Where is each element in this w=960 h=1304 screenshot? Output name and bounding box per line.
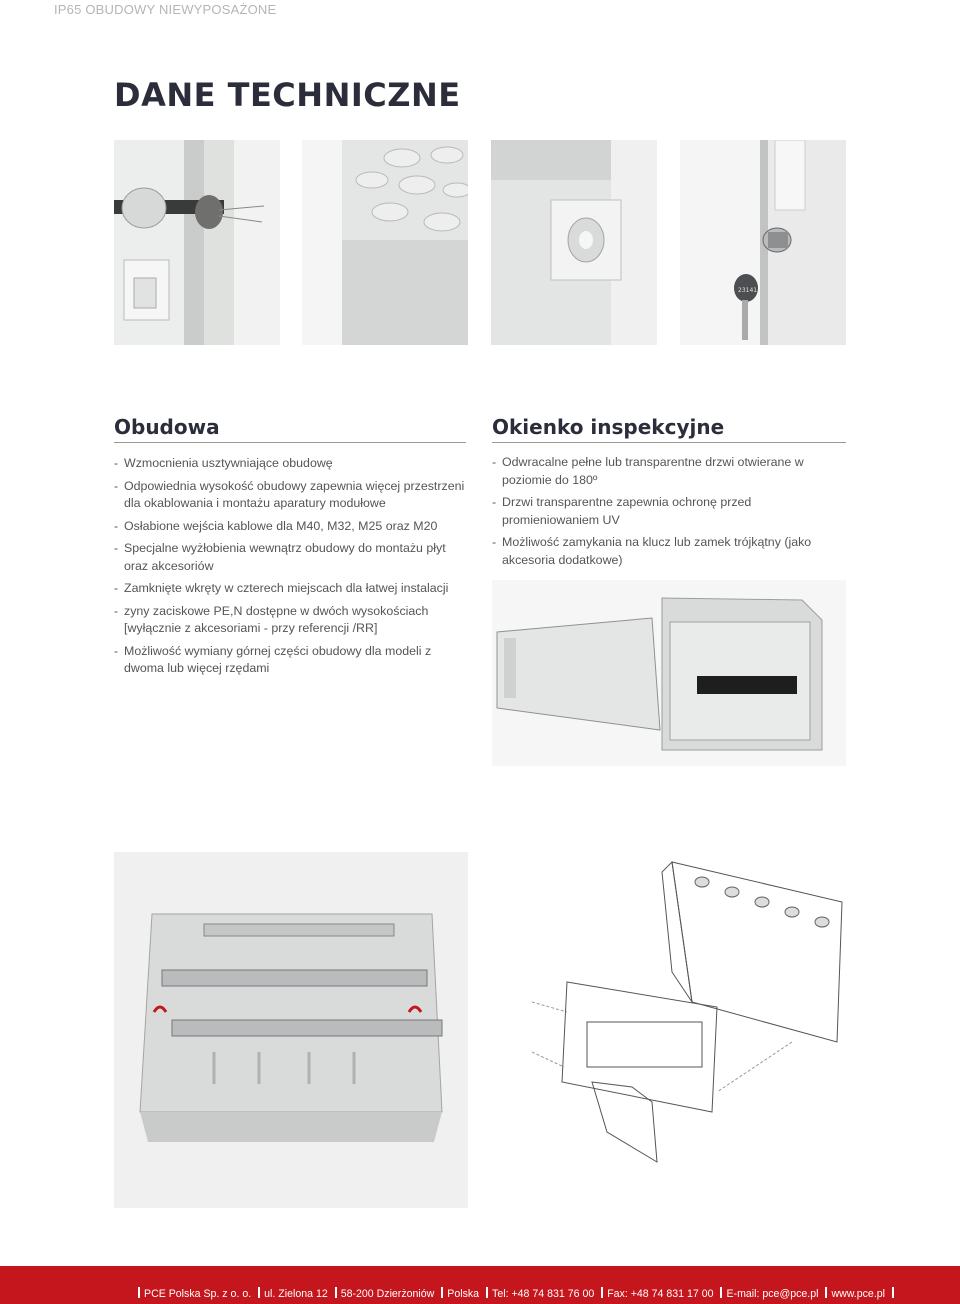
photo-key-lock [680, 140, 846, 345]
footer-email-link[interactable]: E-mail: pce@pce.pl [726, 1288, 819, 1300]
section-title-okienko: Okienko inspekcyjne [492, 415, 846, 443]
list-item: - Możliwość wymiany górnej części obudowy dla modeli z dwoma lub więcej rzędami [114, 643, 434, 678]
list-item: - Odwracalne pełne lub transparentne drzwi otwierane w poziomie do 180º [492, 454, 846, 489]
footer-separator [258, 1287, 260, 1298]
footer-tel: Tel: +48 74 831 76 00 [492, 1288, 595, 1300]
footer-country: Polska [447, 1288, 480, 1300]
footer-separator [892, 1287, 894, 1298]
footer-separator [720, 1287, 722, 1298]
list-item: - Możliwość zamykania na klucz lub zamek trójkątny (jako akcesoria dodatkowe) [492, 534, 846, 569]
list-item: - Wzmocnienia usztywniające obudowę [114, 455, 474, 473]
list-item: - zyny zaciskowe PE,N dostępne w dwóch wysokościach [wyłącznie z akcesoriami - przy referencji /RR] [114, 603, 444, 638]
header-category: IP65 OBUDOWY NIEWYPOSAŻONE [54, 2, 277, 17]
footer-bar [0, 1266, 960, 1304]
footer-separator [335, 1287, 337, 1298]
footer-separator [486, 1287, 488, 1298]
photo-enclosure-rails [114, 852, 468, 1208]
key-tag-number: 23141 [738, 287, 758, 294]
footer-website-link[interactable]: www.pce.pl [831, 1288, 886, 1300]
list-item: - Specjalne wyżłobienia wewnątrz obudowy do montażu płyt oraz akcesoriów [114, 540, 459, 575]
footer-separator [601, 1287, 603, 1298]
photo-enclosure-open-door [492, 580, 846, 766]
page-title: DANE TECHNICZNE [114, 76, 461, 114]
list-item: - Osłabione wejścia kablowe dla M40, M32, M25 oraz M20 [114, 518, 474, 536]
list-item: - Drzwi transparentne zapewnia ochronę przed promieniowaniem UV [492, 494, 782, 529]
footer-separator [441, 1287, 443, 1298]
footer-street: ul. Zielona 12 [264, 1288, 328, 1300]
drawing-exploded-view [492, 852, 846, 1208]
section-title-obudowa: Obudowa [114, 415, 466, 443]
obudowa-feature-list [114, 455, 474, 683]
footer-company: PCE Polska Sp. z o. o. [144, 1288, 252, 1300]
photo-screw-cover [491, 140, 657, 345]
footer-city: 58-200 Dzierżoniów [340, 1288, 435, 1300]
photo-cable-entry [114, 140, 280, 345]
footer-fax: Fax: +48 74 831 17 00 [607, 1288, 714, 1300]
okienko-feature-list [492, 454, 846, 574]
list-item: - Odpowiednia wysokość obudowy zapewnia więcej przestrzeni dla okablowania i montażu aparatury modułowe [114, 478, 469, 513]
photo-knockouts [302, 140, 468, 345]
footer-contact [134, 1287, 898, 1300]
list-item: - Zamknięte wkręty w czterech miejscach dla łatwej instalacji [114, 580, 474, 598]
footer-separator [825, 1287, 827, 1298]
footer-separator [138, 1287, 140, 1298]
